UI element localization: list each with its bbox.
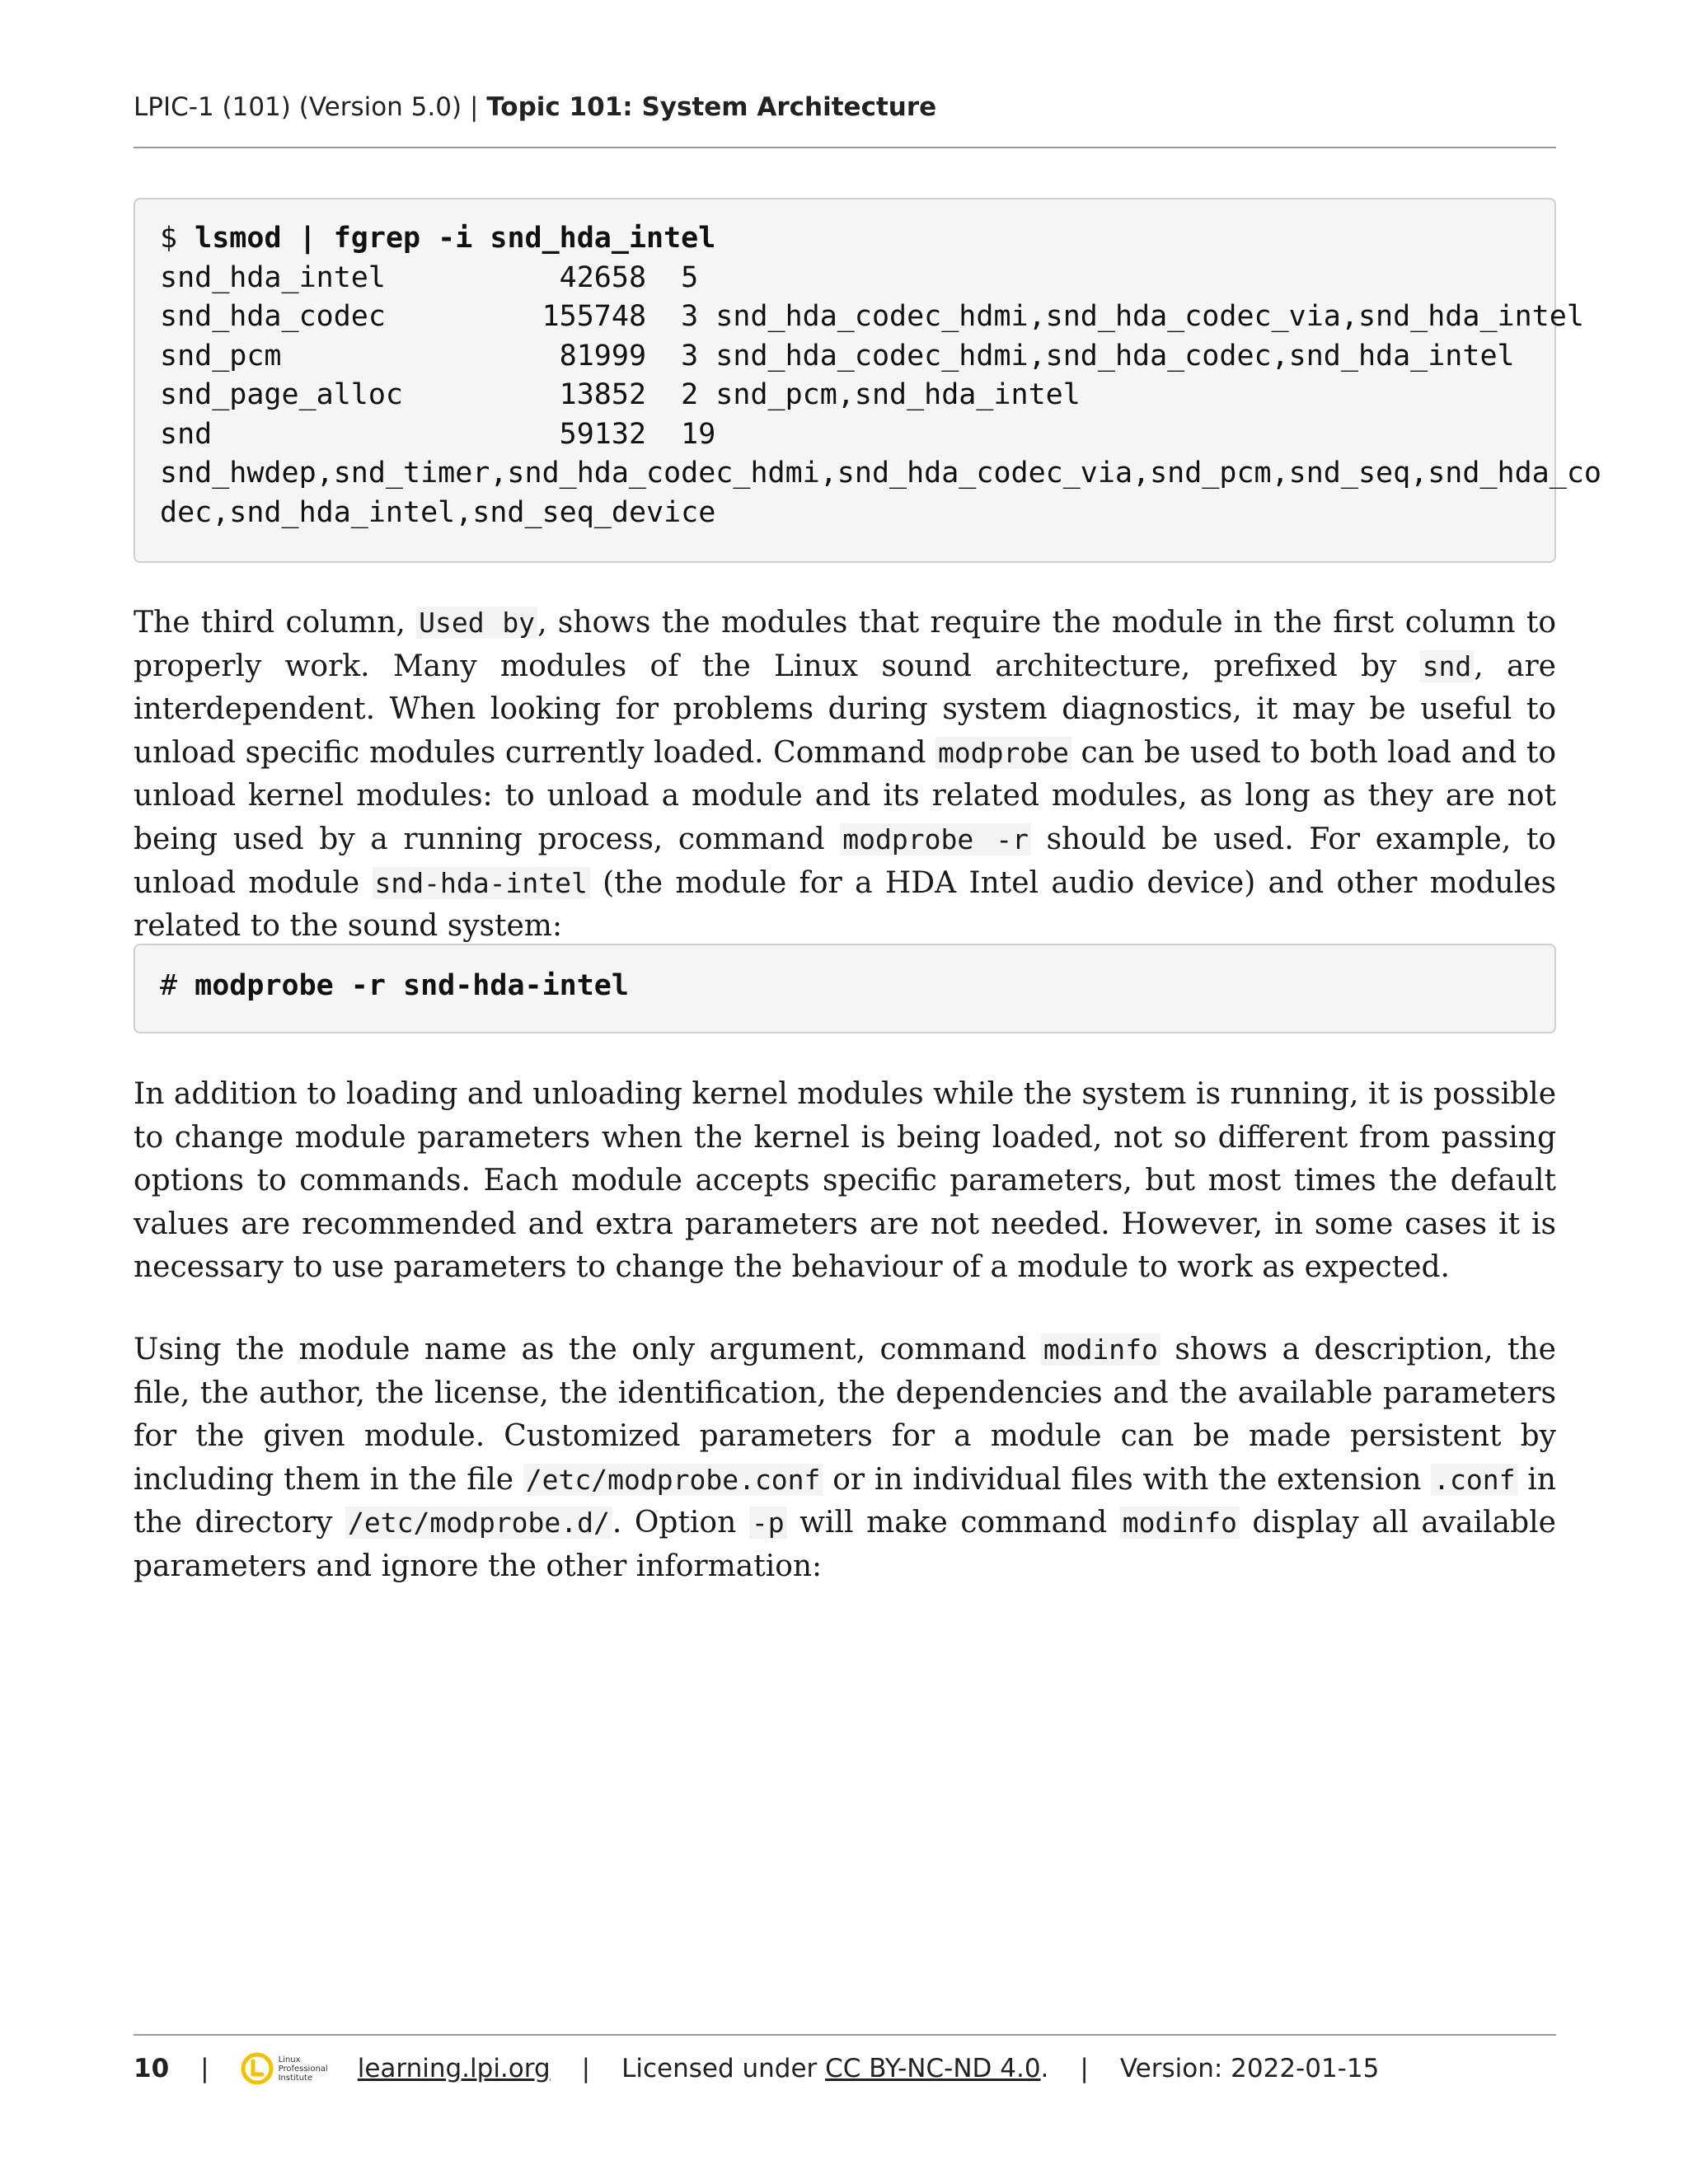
text-run: or in individual files with the extension [823, 1462, 1432, 1497]
text-run: , shows the modules that require the module in the first column to properly work. Many modules of the Linux sound architecture, prefixed by [134, 606, 1556, 683]
inline-code: snd-hda-intel [373, 867, 590, 899]
version-text: Version: 2022-01-15 [1119, 2054, 1380, 2083]
code-output-line: snd_hda_codec 155748 3 snd_hda_codec_hdmi,snd_hda_codec_via,snd_hda_intel [160, 300, 1584, 333]
text-run: can be used to both load and to unload kernel modules: to unload a module and its related modules, as long as they are not being used by a running process, command [134, 735, 1556, 856]
logo-line: Linux [278, 2055, 301, 2064]
license-link[interactable]: CC BY-NC-ND 4.0 [825, 2054, 1041, 2083]
text-run: . Option [612, 1506, 749, 1540]
paragraph-modinfo [134, 1329, 1556, 1589]
footer-divider [134, 2034, 1556, 2036]
code-block-lsmod [134, 198, 1601, 563]
code-output-line: snd_hwdep,snd_timer,snd_hda_codec_hdmi,snd_hda_codec_via,snd_pcm,snd_seq,snd_hda_co [160, 457, 1601, 490]
code-output-line: snd 59132 19 [160, 417, 716, 451]
license-prefix: Licensed under [621, 2054, 826, 2083]
text-run: should be used. For example, to unload module [134, 822, 1557, 900]
site-link[interactable]: learning.lpi.org [357, 2054, 551, 2083]
header-separator: | [469, 92, 479, 122]
lpi-logo [241, 2052, 328, 2085]
text-run: in the directory [134, 1462, 1556, 1540]
code-output-line: dec,snd_hda_intel,snd_seq_device [160, 495, 716, 529]
inline-code: snd [1420, 650, 1475, 682]
code-command-line [160, 219, 1530, 259]
inline-code: modprobe -r [840, 823, 1031, 855]
text-run: (the module for a HDA Intel audio device) and other modules related to the sound system: [134, 865, 1557, 944]
text-run: The third column, [134, 606, 417, 640]
inline-code: Used by [416, 607, 537, 639]
header-divider [134, 147, 1556, 148]
header-topic: Topic 101: System Architecture [486, 92, 937, 122]
code-output-line: snd_page_alloc 13852 2 snd_pcm,snd_hda_intel [160, 378, 1081, 411]
footer-separator: | [200, 2054, 209, 2083]
shell-command: lsmod | fgrep -i snd_hda_intel [195, 222, 716, 255]
logo-line: Institute [278, 2073, 313, 2083]
paragraph-module-parameters: In addition to loading and unloading kernel modules while the system is running, it is possible to change module parameters when the kernel is being loaded, not so different from passing options to commands. Each module accepts specific parameters, but most times the default values are recommended and extra parameters are not needed. However, in some cases it is necessary to use parameters to change the behaviour of a module to work as expected. [134, 1077, 1556, 1285]
inline-code: modinfo [1120, 1507, 1240, 1539]
footer-separator: | [581, 2054, 591, 2083]
text-run: , are interdependent. When looking for problems during system diagnostics, it may be useful to unload specific modules currently loaded. Command [134, 649, 1556, 770]
inline-code: modprobe [935, 737, 1071, 769]
footer-separator: | [1080, 2054, 1089, 2083]
code-command-line [160, 967, 1530, 1006]
code-output-line: snd_pcm 81999 3 snd_hda_codec_hdmi,snd_hda_codec,snd_hda_intel [160, 339, 1515, 373]
text-run: shows a description, the file, the author, the license, the identification, the dependencies and the available parameters for the given module. Customized parameters for a module can be made persistent by including them in the file [134, 1333, 1556, 1497]
inline-code: /etc/modprobe.d/ [345, 1507, 612, 1539]
lpi-logo-icon [241, 2052, 274, 2085]
paragraph-used-by [134, 602, 1556, 949]
header-course: LPIC-1 (101) (Version 5.0) [134, 92, 462, 122]
page-header [134, 92, 1556, 122]
code-output-line: snd_hda_intel 42658 5 [160, 260, 699, 294]
page-number: 10 [134, 2054, 170, 2083]
text-run: will make command [786, 1506, 1120, 1540]
code-block-modprobe [134, 944, 1556, 1033]
shell-command: modprobe -r snd-hda-intel [195, 969, 629, 1002]
lpi-logo-text [279, 2055, 328, 2083]
inline-code: -p [749, 1507, 787, 1539]
shell-prompt: # [160, 969, 178, 1002]
inline-code: .conf [1431, 1464, 1517, 1496]
page-footer [134, 2048, 1556, 2089]
text-run: display all available parameters and ignore the other information: [134, 1506, 1556, 1583]
shell-prompt: $ [160, 222, 178, 255]
inline-code: modinfo [1041, 1333, 1160, 1366]
inline-code: /etc/modprobe.conf [523, 1464, 823, 1496]
license-text [621, 2054, 1048, 2083]
text-run: Using the module name as the only argument, command [134, 1333, 1041, 1366]
license-suffix: . [1040, 2054, 1049, 2083]
logo-line: Professional [278, 2064, 328, 2074]
